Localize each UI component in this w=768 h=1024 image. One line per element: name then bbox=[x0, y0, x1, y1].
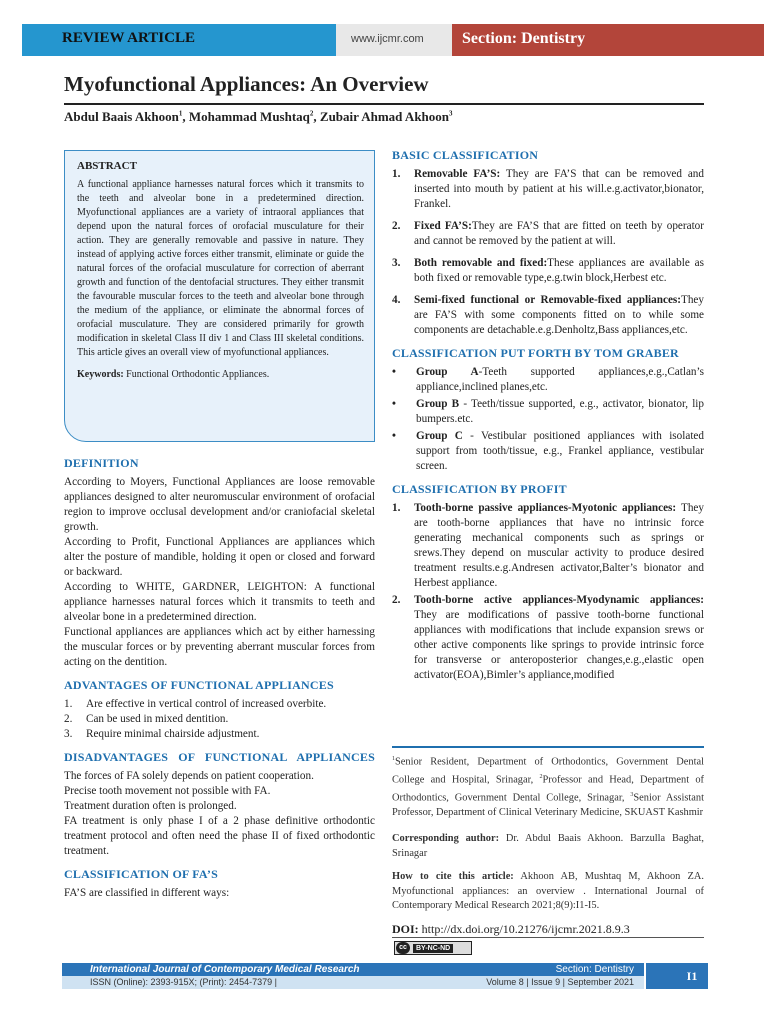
doi bbox=[392, 922, 704, 937]
item-label: Semi-fixed functional or Removable-fixed appliances: bbox=[414, 294, 681, 306]
author: Mohammad Mushtaq bbox=[188, 109, 310, 124]
article-title: Myofunctional Appliances: An Overview bbox=[64, 72, 429, 96]
abstract-box bbox=[64, 150, 375, 442]
definition-paragraph: According to Profit, Functional Appliances are appliances which alter the posture of mandible, holding it open or closed and forward or backward. bbox=[64, 536, 375, 578]
definition-paragraph: According to WHITE, GARDNER, LEIGHTON: A functional appliance harnesses natural forces which it transmits to teeth and alveolar bone in a predetermined direction. bbox=[64, 581, 375, 623]
affiliations bbox=[392, 752, 704, 820]
author: Abdul Baais Akhoon bbox=[64, 109, 179, 124]
keywords-text: Functional Orthodontic Appliances. bbox=[126, 369, 270, 380]
item-text: -Teeth supported appliances,e.g.,Catlan’s appliance,inclined planes,etc. bbox=[416, 366, 704, 393]
item-text: These appliances are available as both fixed or removable type,e.g.twin block,Herbest etc. bbox=[414, 257, 704, 284]
item-label: Removable FA’S: bbox=[414, 168, 501, 180]
affiliation-text: Senior Assistant Professor, Department of Clinical Veterinary Medicine, SKUAST Kashmir bbox=[392, 792, 704, 818]
item-text: - Teeth/tissue supported, e.g., activator, bionator, lip bumpers.etc. bbox=[416, 398, 705, 425]
license-text: BY-NC-ND bbox=[413, 944, 453, 953]
keywords-label: Keywords: bbox=[77, 369, 124, 380]
left-column bbox=[64, 456, 375, 901]
list-item bbox=[392, 365, 704, 395]
item-text: They are FA’S with some components fitted on to while some components are detachable.e.g.Denholtz,Bass appliances,etc. bbox=[414, 294, 704, 336]
definition-paragraph: Functional appliances are appliances which act by either harnessing the muscular forces or by preventing aberrant muscular forces from acting on the dentition. bbox=[64, 626, 375, 668]
item-number: 2. bbox=[64, 713, 73, 725]
author-sup: 1 bbox=[178, 109, 183, 118]
list-item bbox=[64, 712, 375, 727]
cite-label: How to cite this article: bbox=[392, 871, 514, 882]
list-item bbox=[64, 727, 375, 742]
keywords bbox=[77, 368, 364, 382]
profit-heading: CLASSIFICATION BY PROFIT bbox=[392, 482, 567, 496]
footer-volume: Volume 8 | Issue 9 | September 2021 bbox=[486, 977, 634, 987]
item-number: 1. bbox=[392, 168, 401, 180]
bullet-icon: • bbox=[392, 430, 396, 442]
list-item bbox=[64, 697, 375, 712]
list-item bbox=[392, 593, 704, 683]
item-label: Fixed FA’S: bbox=[414, 220, 472, 232]
author-sep: , bbox=[182, 109, 189, 124]
item-number: 2. bbox=[392, 594, 401, 606]
item-text: Can be used in mixed dentition. bbox=[86, 713, 229, 725]
license-badge[interactable] bbox=[394, 941, 472, 955]
footer-issn: ISSN (Online): 2393-915X; (Print): 2454-7379 | bbox=[90, 977, 277, 987]
item-number: 1. bbox=[392, 502, 401, 514]
classification-fas-text: FA’S are classified in different ways: bbox=[64, 887, 230, 899]
footer-section: Section: Dentistry bbox=[555, 964, 634, 975]
item-text: They are tooth-borne appliances that have no intrinsic force generating mechanical components such as springs or srews.They depend on muscular activity to produce desired treatment results.e.g.Andresen activator,Balter’s bionator and Herbest appliance. bbox=[414, 502, 704, 589]
item-number: 2. bbox=[392, 220, 401, 232]
corresponding-text: Dr. Abdul Baais Akhoon. Barzulla Baghat, Srinagar bbox=[392, 833, 704, 859]
abstract-text: A functional appliance harnesses natural forces which it transmits to the teeth and alveolar bone in a predetermined direction. Myofunctional appliances are a variety of intraoral appliances that depend upon the natural forces of orofacial musculature for their action. They are generally removable and passive in nature. They instead of applying active forces either transmit, eliminate or guide the natural forces of the orofacial musculature for correction of aberrant growth and function of the dentofacial structures. They either transmit the favourable muscular forces to the teeth and alveolar bone through the medium of the appliance, or eliminate the abnormal forces of orofacial musculature. They are considered primarily for growth modification in skeletal Class II div 1 and Class III skeletal conditions. This article gives an overall view of myofunctional appliances. bbox=[77, 179, 364, 358]
footer-journal-band bbox=[62, 963, 644, 976]
author-sup: 2 bbox=[309, 109, 314, 118]
advantages-heading: ADVANTAGES OF FUNCTIONAL APPLIANCES bbox=[64, 678, 334, 692]
item-number: 3. bbox=[392, 257, 401, 269]
right-column bbox=[392, 148, 704, 685]
list-item bbox=[392, 501, 704, 591]
item-text: - Vestibular positioned appliances with isolated support from tooth/tissue, e.g., Frankel appliance, vestibular screen. bbox=[416, 430, 704, 472]
item-label: Tooth-borne active appliances-Myodynamic appliances: bbox=[414, 594, 704, 606]
disadvantages-heading: DISADVANTAGES OF FUNCTIONAL APPLIANCES bbox=[64, 750, 375, 764]
cc-icon: cc bbox=[396, 942, 410, 954]
profit-list bbox=[392, 501, 704, 683]
title-rule bbox=[64, 103, 704, 105]
list-item bbox=[392, 293, 704, 338]
item-number: 1. bbox=[64, 698, 73, 710]
affiliation-text: Professor and Head, Department of Orthodontics, Government Dental College, Srinagar, bbox=[392, 774, 704, 804]
website-link[interactable]: www.ijcmr.com bbox=[336, 24, 452, 56]
disadvantages-paragraph: Precise tooth movement not possible with FA. bbox=[64, 785, 271, 797]
footer-journal: International Journal of Contemporary Medical Research bbox=[90, 964, 360, 975]
advantages-list bbox=[64, 697, 375, 742]
corresponding-author bbox=[392, 832, 704, 861]
item-number: 3. bbox=[64, 728, 73, 740]
disadvantages-paragraph: Treatment duration often is prolonged. bbox=[64, 800, 237, 812]
item-text: They are FA’S that are fitted on teeth by operator and cannot be removed by the patient at will. bbox=[414, 220, 704, 247]
author-sep: , bbox=[313, 109, 320, 124]
disadvantages-paragraph: The forces of FA solely depends on patient cooperation. bbox=[64, 770, 314, 782]
item-label: Tooth-borne passive appliances-Myotonic appliances: bbox=[414, 502, 677, 514]
graber-list bbox=[392, 365, 704, 474]
list-item bbox=[392, 167, 704, 212]
affiliation-sup: 1 bbox=[392, 756, 395, 762]
section-label: Section: Dentistry bbox=[452, 24, 764, 56]
header-bar bbox=[22, 24, 764, 56]
list-item bbox=[392, 219, 704, 249]
item-label: Group B bbox=[416, 398, 460, 410]
item-label: Group C bbox=[416, 430, 463, 442]
list-item bbox=[392, 256, 704, 286]
item-number: 4. bbox=[392, 294, 401, 306]
author-list bbox=[64, 109, 453, 125]
item-text: Require minimal chairside adjustment. bbox=[86, 728, 260, 740]
bullet-icon: • bbox=[392, 398, 396, 410]
definition-paragraph: According to Moyers, Functional Appliances are loose removable appliances designed to alter neuromuscular environment of orofacial region to improve occlusal development and/or craniofacial skeletal growth. bbox=[64, 476, 375, 533]
affiliation-text: Senior Resident, Department of Orthodontics, Government Dental College and Hospital, Srinagar, bbox=[392, 756, 704, 786]
doi-label: DOI: bbox=[392, 922, 419, 936]
list-item bbox=[392, 397, 704, 427]
footnote-rule bbox=[392, 746, 704, 748]
affiliation-sup: 3 bbox=[630, 791, 634, 798]
classification-fas-heading: CLASSIFICATION OF FA’S bbox=[64, 867, 218, 881]
item-text: They are modifications of passive tooth-borne functional appliances with modifications that include expansion srews or other active components like springs to provide intrinsic force for transverse or anteroposterior changes,e.g.,elastic open activator(EOA),Bimler’s appliance,modified bbox=[414, 609, 704, 681]
cite-text: Akhoon AB, Mushtaq M, Akhoon ZA. Myofunctional appliances: an overview . International Journal of Contemporary Medical Research 2021;8(9):I1-I5. bbox=[392, 871, 705, 911]
author-sup: 3 bbox=[449, 109, 453, 118]
footer-issn-band bbox=[62, 976, 644, 989]
disadvantages-paragraph: FA treatment is only phase I of a 2 phase definitive orthodontic treatment protocol and often need the phase II of fixed orthodontic treatment. bbox=[64, 815, 375, 857]
affiliation-sup: 2 bbox=[539, 773, 543, 780]
item-text: Are effective in vertical control of increased overbite. bbox=[86, 698, 327, 710]
abstract-heading: ABSTRACT bbox=[77, 160, 137, 172]
page-number: I1 bbox=[646, 963, 708, 989]
doi-link[interactable]: http://dx.doi.org/10.21276/ijcmr.2021.8.9.3 bbox=[418, 922, 630, 936]
list-item bbox=[392, 429, 704, 474]
doi-rule bbox=[392, 937, 704, 938]
citation bbox=[392, 870, 704, 914]
corresponding-label: Corresponding author: bbox=[392, 833, 500, 844]
item-label: Group A bbox=[416, 366, 479, 378]
item-label: Both removable and fixed: bbox=[414, 257, 548, 269]
item-text: They are FA’S that can be removed and inserted into mouth by patient at his will.e.g.activator,bionator, Frankel. bbox=[414, 168, 704, 210]
definition-heading: DEFINITION bbox=[64, 456, 139, 470]
page-footer bbox=[62, 963, 708, 989]
bullet-icon: • bbox=[392, 366, 396, 378]
basic-classification-heading: BASIC CLASSIFICATION bbox=[392, 148, 539, 162]
author: Zubair Ahmad Akhoon bbox=[319, 109, 450, 124]
basic-classification-list bbox=[392, 167, 704, 338]
article-type: REVIEW ARTICLE bbox=[22, 24, 336, 56]
graber-heading: CLASSIFICATION PUT FORTH BY TOM GRABER bbox=[392, 346, 679, 360]
